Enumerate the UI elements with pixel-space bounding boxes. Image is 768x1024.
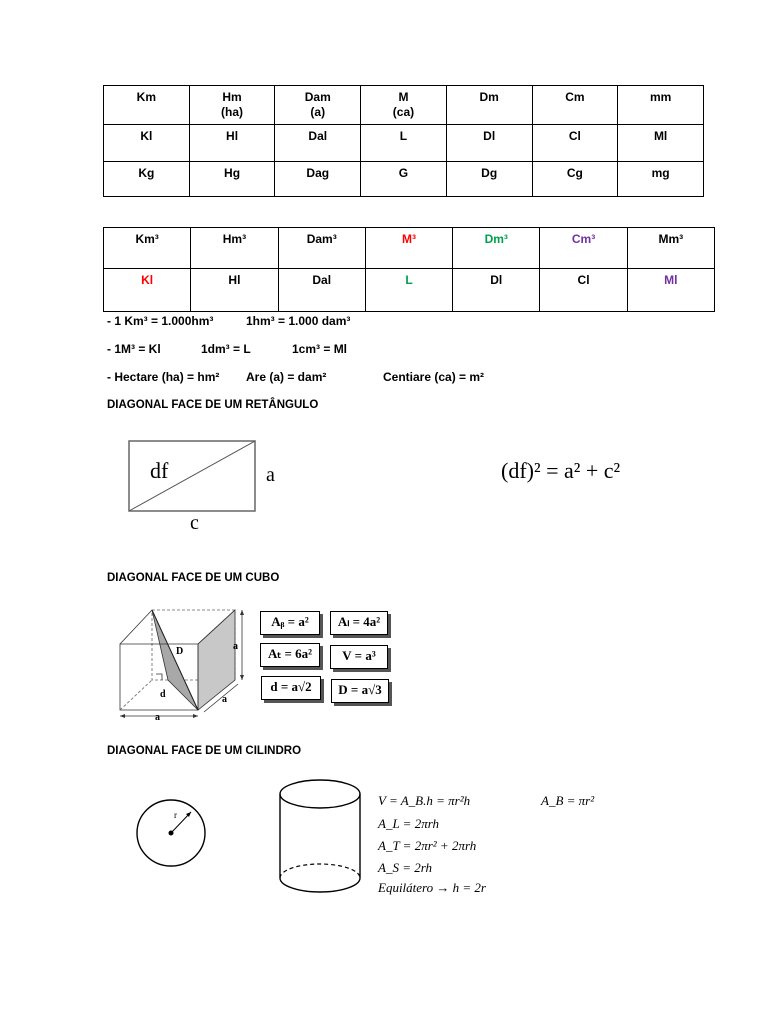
cylinder-formula-lateral-area: A_L = 2πrh xyxy=(378,816,440,831)
conversion-hectare: - Hectare (ha) = hm² xyxy=(107,370,220,384)
formula-face-diagonal: d = a√2 xyxy=(261,676,321,700)
conversion-hm3: 1hm³ = 1.000 dam³ xyxy=(246,314,351,328)
cylinder-heading: DIAGONAL FACE DE UM CILINDRO xyxy=(107,745,302,757)
volume-cell: Cm³ xyxy=(540,228,627,269)
volume-cell: Hl xyxy=(191,269,278,312)
unit-cell: Cl xyxy=(532,125,618,162)
unit-cell: Kg xyxy=(104,162,190,197)
formula-total-area: Aₜ = 6a² xyxy=(260,643,320,667)
volume-cell: Kl xyxy=(104,269,191,312)
rectangle-label-c: c xyxy=(190,512,199,534)
unit-cell: M (ca) xyxy=(361,86,447,125)
cube-label-a-side: a xyxy=(233,641,238,652)
cube-label-d: d xyxy=(160,689,166,700)
rectangle-label-df: df xyxy=(150,458,169,483)
unit-cell: mm xyxy=(618,86,704,125)
unit-cell: Dal xyxy=(275,125,361,162)
rectangle-diagram xyxy=(128,440,258,514)
cube-heading: DIAGONAL FACE DE UM CUBO xyxy=(107,572,280,584)
conversion-km3: - 1 Km³ = 1.000hm³ xyxy=(107,314,214,328)
unit-cell: L xyxy=(361,125,447,162)
unit-cell: Hg xyxy=(189,162,275,197)
unit-cell: Dl xyxy=(446,125,532,162)
unit-cell: Hl xyxy=(189,125,275,162)
volume-cell: Dm³ xyxy=(453,228,540,269)
formula-base-area: Aᵦ = a² xyxy=(260,611,320,635)
volume-cell: Hm³ xyxy=(191,228,278,269)
unit-cell: G xyxy=(361,162,447,197)
unit-cell: Hm (ha) xyxy=(189,86,275,125)
cylinder-diagram xyxy=(279,778,363,896)
units-table xyxy=(103,85,704,197)
unit-cell: mg xyxy=(618,162,704,197)
cube-diagram xyxy=(110,602,250,724)
conversion-cm3: 1cm³ = Ml xyxy=(292,342,348,356)
volume-cell: L xyxy=(365,269,452,312)
cylinder-formula-base-area: A_B = πr² xyxy=(541,793,595,808)
cylinder-formula-volume: V = A_B.h = πr²h xyxy=(378,793,471,808)
rectangle-label-a: a xyxy=(266,464,275,486)
volume-units-table xyxy=(103,227,715,312)
formula-volume: V = a³ xyxy=(330,645,388,669)
volume-cell: M³ xyxy=(365,228,452,269)
rectangle-heading: DIAGONAL FACE DE UM RETÂNGULO xyxy=(107,399,319,411)
volume-cell: Dal xyxy=(278,269,365,312)
formula-lateral-area: Aₗ = 4a² xyxy=(330,611,388,635)
unit-cell: Kl xyxy=(104,125,190,162)
volume-cell: Dam³ xyxy=(278,228,365,269)
volume-cell: Cl xyxy=(540,269,627,312)
rectangle-formula: (df)² = a² + c² xyxy=(501,458,621,483)
cylinder-formula-section-area: A_S = 2rh xyxy=(378,860,433,875)
unit-cell: Km xyxy=(104,86,190,125)
conversion-centiare: Centiare (ca) = m² xyxy=(383,370,485,384)
cube-label-D: D xyxy=(176,646,184,657)
conversion-are: Are (a) = dam² xyxy=(246,370,327,384)
volume-cell: Dl xyxy=(453,269,540,312)
cube-label-a-depth: a xyxy=(222,694,227,705)
unit-cell: Ml xyxy=(618,125,704,162)
unit-cell: Dam (a) xyxy=(275,86,361,125)
conversion-m3: - 1M³ = Kl xyxy=(107,342,161,356)
volume-cell: Ml xyxy=(627,269,714,312)
conversion-dm3: 1dm³ = L xyxy=(201,342,251,356)
unit-cell: Cm xyxy=(532,86,618,125)
unit-cell: Dm xyxy=(446,86,532,125)
unit-cell: Dag xyxy=(275,162,361,197)
unit-cell: Cg xyxy=(532,162,618,197)
cube-label-a-bottom: a xyxy=(155,712,160,723)
volume-cell: Mm³ xyxy=(627,228,714,269)
cylinder-formula-equilateral: Equilátero → h = 2r xyxy=(378,880,486,895)
cylinder-formula-total-area: A_T = 2πr² + 2πrh xyxy=(378,838,477,853)
volume-cell: Km³ xyxy=(104,228,191,269)
formula-cube-diagonal: D = a√3 xyxy=(331,679,389,703)
unit-cell: Dg xyxy=(446,162,532,197)
circle-radius-label: r xyxy=(174,810,177,820)
circle-diagram xyxy=(136,798,208,870)
